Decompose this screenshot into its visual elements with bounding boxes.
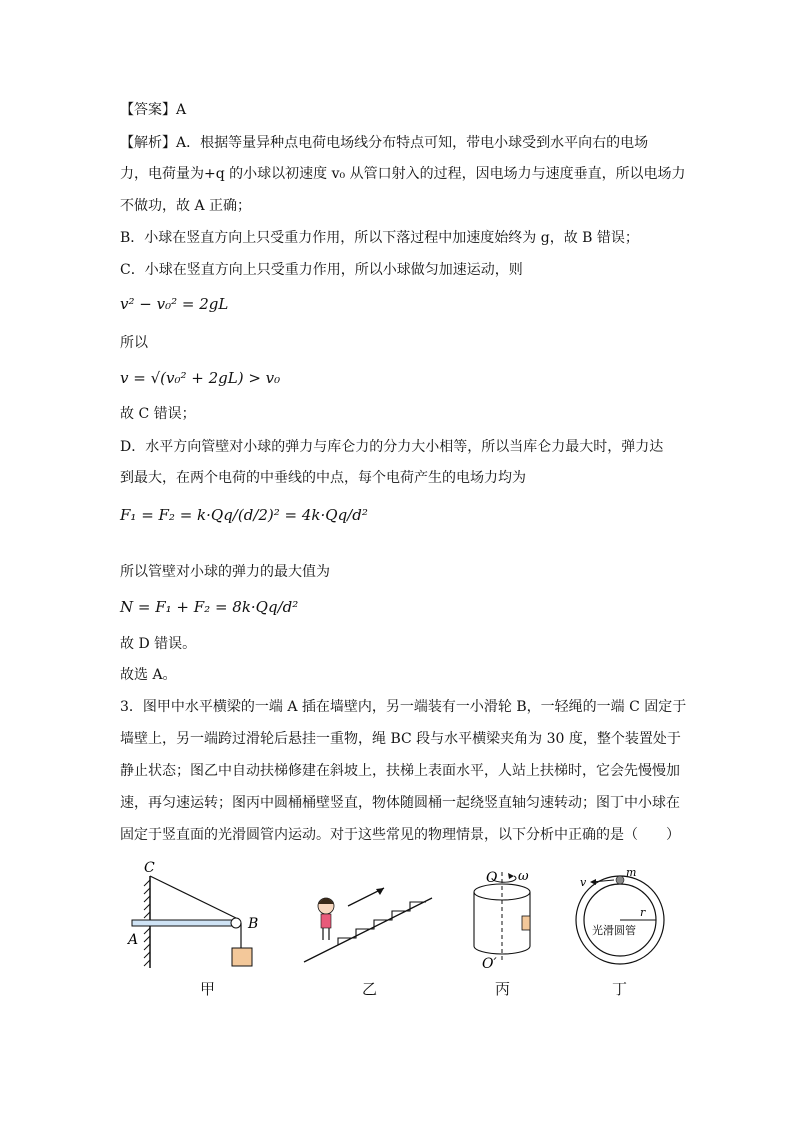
so-label-1: 所以 (120, 335, 148, 351)
equation-1: v² − v₀² = 2gL (120, 295, 229, 313)
beam (132, 920, 236, 926)
label-a: A (128, 932, 139, 948)
caption-yi: 乙 (362, 980, 378, 998)
q3-line-1: 3．图甲中水平横梁的一端 A 插在墙壁内，另一端装有一小滑轮 B，一轻绳的一端 C 固定于 (120, 699, 687, 715)
figure-jia (118, 856, 278, 976)
wrong-c-line: 故 C 错误； (120, 406, 196, 422)
equation-2: v = √(v₀² + 2gL) > v₀ (120, 369, 281, 387)
figure-ding (570, 864, 670, 972)
label-b: B (248, 916, 259, 932)
analysis-line-1: 【解析】A．根据等量异种点电荷电场线分布特点可知，带电小球受到水平向右的电场 (120, 135, 649, 151)
caption-ding: 丁 (612, 980, 628, 998)
figure-yi (298, 862, 438, 972)
weight-block (232, 948, 252, 966)
velocity-arrowhead (590, 879, 596, 885)
label-o: O (486, 870, 498, 886)
equation-3: F₁ = F₂ = k·Qq/(d/2)² = 4k·Qq/d² (120, 506, 368, 524)
figure-bing (462, 862, 552, 974)
caption-bing: 丙 (495, 980, 511, 998)
so-label-2: 所以管壁对小球的弹力的最大值为 (120, 564, 330, 580)
choose-line: 故选 A。 (120, 667, 177, 683)
analysis-line-2: 力，电荷量为+q 的小球以初速度 v₀ 从管口射入的过程，因电场力与速度垂直，所以电场力 (120, 166, 686, 182)
q3-line-2: 墙壁上，另一端跨过滑轮后悬挂一重物，绳 BC 段与水平横梁夹角为 30 度，整个装置处于 (120, 731, 681, 747)
object-block (522, 916, 530, 930)
wrong-d-line: 故 D 错误。 (120, 636, 197, 652)
q3-line-5: 固定于竖直面的光滑圆管内运动。对于这些常见的物理情景，以下分析中正确的是（ ） (120, 827, 680, 843)
tube-label: 光滑圆管 (592, 924, 636, 937)
label-omega: ω (518, 869, 529, 884)
analysis-line-c: C．小球在竖直方向上只受重力作用，所以小球做匀加速运动，则 (120, 262, 523, 278)
label-o-prime: O′ (482, 956, 497, 972)
q3-line-3: 静止状态；图乙中自动扶梯修建在斜坡上，扶梯上表面水平，人站上扶梯时，它会先慢慢加 (120, 763, 680, 779)
analysis-line-d2: 到最大，在两个电荷的中垂线的中点，每个电荷产生的电场力均为 (120, 470, 526, 486)
ball-m (616, 876, 624, 884)
answer-line: 【答案】A (120, 102, 187, 118)
girl-figure (318, 898, 334, 940)
analysis-line-d1: D．水平方向管壁对小球的弹力与库仑力的分力大小相等，所以当库仑力最大时，弹力达 (120, 439, 664, 455)
label-c: C (144, 860, 155, 876)
label-m: m (626, 866, 637, 879)
q3-line-4: 速，再匀速运转；图丙中圆桶桶壁竖直，物体随圆桶一起绕竖直轴匀速转动；图丁中小球在 (120, 795, 680, 811)
analysis-line-b: B．小球在竖直方向上只受重力作用，所以下落过程中加速度始终为 g，故 B 错误； (120, 230, 639, 246)
pulley-b (231, 918, 241, 928)
label-r: r (640, 906, 646, 919)
label-v: v (580, 876, 587, 889)
caption-jia: 甲 (200, 980, 216, 998)
equation-4: N = F₁ + F₂ = 8k·Qq/d² (120, 598, 299, 616)
analysis-line-3: 不做功，故 A 正确； (120, 198, 252, 214)
rope-bc (150, 876, 236, 918)
rotation-arrowhead (508, 873, 514, 879)
